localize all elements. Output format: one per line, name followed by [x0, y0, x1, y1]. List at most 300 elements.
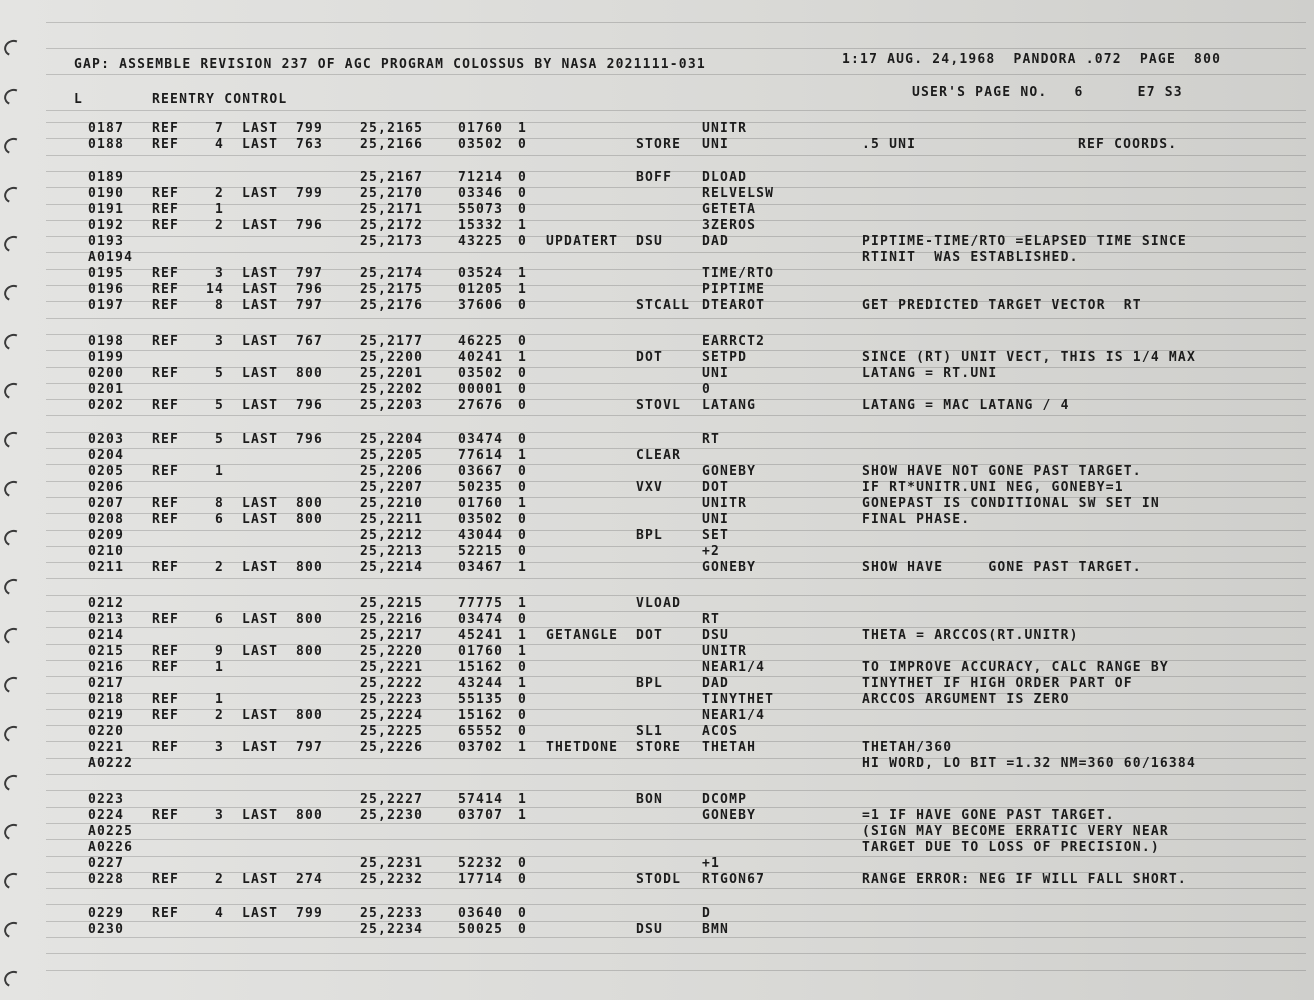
octal-word: 03707 [458, 808, 504, 823]
feed-hole [2, 86, 24, 107]
parity-bit: 0 [518, 170, 528, 185]
line-number: A0226 [88, 840, 134, 855]
octal-word: 03502 [458, 137, 504, 152]
address: 25,2226 [360, 740, 424, 755]
last-page: 800 [296, 708, 324, 723]
parity-bit: 0 [518, 872, 528, 887]
comment: SHOW HAVE NOT GONE PAST TARGET. [862, 464, 1142, 479]
line-number: 0202 [88, 398, 125, 413]
opcode: CLEAR [636, 448, 682, 463]
line-number: 0230 [88, 922, 125, 937]
ruled-line [46, 578, 1306, 579]
comment: .5 UNI [862, 137, 917, 152]
opcode: DOT [636, 628, 664, 643]
octal-word: 15332 [458, 218, 504, 233]
parity-bit: 1 [518, 282, 528, 297]
parity-bit: 1 [518, 808, 528, 823]
operand: UNI [702, 137, 730, 152]
parity-bit: 0 [518, 234, 528, 249]
feed-hole [2, 331, 24, 352]
address: 25,2230 [360, 808, 424, 823]
ruled-line [46, 709, 1306, 710]
ref-count: 5 [214, 432, 224, 447]
address: 25,2220 [360, 644, 424, 659]
address: 25,2227 [360, 792, 424, 807]
opcode: SL1 [636, 724, 664, 739]
operand: GONEBY [702, 808, 757, 823]
ref-marker: REF [152, 906, 180, 921]
ref-count: 7 [214, 121, 224, 136]
feed-hole [2, 821, 24, 842]
address: 25,2165 [360, 121, 424, 136]
ref-count: 2 [214, 186, 224, 201]
line-number: A0225 [88, 824, 134, 839]
ref-count: 6 [214, 512, 224, 527]
ruled-line [46, 22, 1306, 23]
operand: ACOS [702, 724, 739, 739]
last-page: 800 [296, 512, 324, 527]
address: 25,2172 [360, 218, 424, 233]
address: 25,2176 [360, 298, 424, 313]
last-marker: LAST [242, 708, 279, 723]
operand: LATANG [702, 398, 757, 413]
octal-word: 40241 [458, 350, 504, 365]
line-number: 0195 [88, 266, 125, 281]
last-page: 763 [296, 137, 324, 152]
octal-word: 03502 [458, 512, 504, 527]
label: THETDONE [546, 740, 619, 755]
operand: UNI [702, 512, 730, 527]
feed-hole [2, 576, 24, 597]
comment: LATANG = MAC LATANG / 4 [862, 398, 1070, 413]
parity-bit: 0 [518, 512, 528, 527]
address: 25,2211 [360, 512, 424, 527]
ref-marker: REF [152, 186, 180, 201]
last-marker: LAST [242, 398, 279, 413]
operand: RTGON67 [702, 872, 766, 887]
parity-bit: 0 [518, 612, 528, 627]
ref-count: 3 [214, 266, 224, 281]
ref-count: 2 [214, 708, 224, 723]
operand: RT [702, 612, 721, 627]
comment: (SIGN MAY BECOME ERRATIC VERY NEAR [862, 824, 1169, 839]
last-marker: LAST [242, 612, 279, 627]
section-title: REENTRY CONTROL [152, 92, 288, 107]
address: 25,2210 [360, 496, 424, 511]
parity-bit: 1 [518, 628, 528, 643]
ruled-line [46, 204, 1306, 205]
address: 25,2215 [360, 596, 424, 611]
last-page: 800 [296, 808, 324, 823]
parity-bit: 1 [518, 644, 528, 659]
comment: THETAH/360 [862, 740, 953, 755]
last-marker: LAST [242, 496, 279, 511]
octal-word: 77614 [458, 448, 504, 463]
line-number: 0205 [88, 464, 125, 479]
last-page: 796 [296, 282, 324, 297]
operand: UNITR [702, 121, 748, 136]
ref-count: 1 [214, 660, 224, 675]
line-number: 0201 [88, 382, 125, 397]
parity-bit: 1 [518, 792, 528, 807]
octal-word: 50235 [458, 480, 504, 495]
operand: EARRCT2 [702, 334, 766, 349]
ruled-line [46, 48, 1306, 49]
last-marker: LAST [242, 266, 279, 281]
ruled-line [46, 432, 1306, 433]
octal-word: 03467 [458, 560, 504, 575]
octal-word: 01760 [458, 496, 504, 511]
comment: HI WORD, LO BIT =1.32 NM=360 60/16384 [862, 756, 1196, 771]
octal-word: 01760 [458, 644, 504, 659]
last-page: 800 [296, 644, 324, 659]
octal-word: 03474 [458, 612, 504, 627]
ruled-line [46, 318, 1306, 319]
last-page: 800 [296, 612, 324, 627]
octal-word: 03640 [458, 906, 504, 921]
operand: 0 [702, 382, 712, 397]
parity-bit: 0 [518, 464, 528, 479]
operand: GETETA [702, 202, 757, 217]
last-marker: LAST [242, 218, 279, 233]
line-number: 0228 [88, 872, 125, 887]
line-number: 0203 [88, 432, 125, 447]
octal-word: 01205 [458, 282, 504, 297]
parity-bit: 0 [518, 137, 528, 152]
opcode: VLOAD [636, 596, 682, 611]
address: 25,2177 [360, 334, 424, 349]
octal-word: 03702 [458, 740, 504, 755]
parity-bit: 0 [518, 856, 528, 871]
operand: RT [702, 432, 721, 447]
ref-marker: REF [152, 644, 180, 659]
parity-bit: 1 [518, 496, 528, 511]
header-title: GAP: ASSEMBLE REVISION 237 OF AGC PROGRAM COLOSSUS BY NASA 2021111-031 [74, 57, 706, 72]
operand: SETPD [702, 350, 748, 365]
comment: IF RT*UNITR.UNI NEG, GONEBY=1 [862, 480, 1124, 495]
last-marker: LAST [242, 186, 279, 201]
ruled-line [46, 774, 1306, 775]
ref-marker: REF [152, 692, 180, 707]
ref-marker: REF [152, 496, 180, 511]
last-marker: LAST [242, 137, 279, 152]
comment: TO IMPROVE ACCURACY, CALC RANGE BY [862, 660, 1169, 675]
opcode: BON [636, 792, 664, 807]
ref-marker: REF [152, 218, 180, 233]
opcode: STOVL [636, 398, 682, 413]
line-number: 0223 [88, 792, 125, 807]
ref-marker: REF [152, 121, 180, 136]
address: 25,2207 [360, 480, 424, 495]
address: 25,2175 [360, 282, 424, 297]
last-marker: LAST [242, 906, 279, 921]
parity-bit: 0 [518, 906, 528, 921]
feed-hole [2, 870, 24, 891]
last-page: 796 [296, 432, 324, 447]
line-number: 0199 [88, 350, 125, 365]
operand: GONEBY [702, 560, 757, 575]
ruled-line [46, 155, 1306, 156]
ruled-line [46, 187, 1306, 188]
line-number: 0208 [88, 512, 125, 527]
last-page: 799 [296, 186, 324, 201]
ref-count: 2 [214, 218, 224, 233]
opcode: DSU [636, 234, 664, 249]
last-marker: LAST [242, 282, 279, 297]
address: 25,2206 [360, 464, 424, 479]
ref-marker: REF [152, 872, 180, 887]
line-number: 0212 [88, 596, 125, 611]
operand: DAD [702, 676, 730, 691]
opcode: STORE [636, 740, 682, 755]
ref-count: 3 [214, 334, 224, 349]
octal-word: 03474 [458, 432, 504, 447]
header-date-page: 1:17 AUG. 24,1968 PANDORA .072 PAGE 800 [842, 52, 1222, 67]
line-number: 0198 [88, 334, 125, 349]
feed-hole [2, 37, 24, 58]
ref-count: 9 [214, 644, 224, 659]
octal-word: 45241 [458, 628, 504, 643]
octal-word: 77775 [458, 596, 504, 611]
address: 25,2217 [360, 628, 424, 643]
feed-hole [2, 919, 24, 940]
octal-word: 46225 [458, 334, 504, 349]
comment: RANGE ERROR: NEG IF WILL FALL SHORT. [862, 872, 1187, 887]
operand: UNITR [702, 496, 748, 511]
line-number: 0188 [88, 137, 125, 152]
address: 25,2167 [360, 170, 424, 185]
feed-hole [2, 233, 24, 254]
line-number: 0191 [88, 202, 125, 217]
operand: PIPTIME [702, 282, 766, 297]
line-number: 0218 [88, 692, 125, 707]
ref-count: 8 [214, 496, 224, 511]
octal-word: 43244 [458, 676, 504, 691]
ref-marker: REF [152, 612, 180, 627]
ref-count: 1 [214, 464, 224, 479]
octal-word: 55073 [458, 202, 504, 217]
parity-bit: 0 [518, 202, 528, 217]
ref-marker: REF [152, 512, 180, 527]
address: 25,2171 [360, 202, 424, 217]
line-number: A0222 [88, 756, 134, 771]
line-number: 0221 [88, 740, 125, 755]
ref-marker: REF [152, 202, 180, 217]
parity-bit: 0 [518, 298, 528, 313]
ruled-line [46, 334, 1306, 335]
last-marker: LAST [242, 432, 279, 447]
label: GETANGLE [546, 628, 619, 643]
operand: DSU [702, 628, 730, 643]
ref-marker: REF [152, 334, 180, 349]
feed-hole [2, 723, 24, 744]
line-number: 0187 [88, 121, 125, 136]
address: 25,2166 [360, 137, 424, 152]
address: 25,2204 [360, 432, 424, 447]
opcode: STODL [636, 872, 682, 887]
last-marker: LAST [242, 334, 279, 349]
operand: DCOMP [702, 792, 748, 807]
address: 25,2203 [360, 398, 424, 413]
operand: UNI [702, 366, 730, 381]
address: 25,2205 [360, 448, 424, 463]
ruled-line [46, 888, 1306, 889]
opcode: BPL [636, 676, 664, 691]
octal-word: 03667 [458, 464, 504, 479]
octal-word: 00001 [458, 382, 504, 397]
parity-bit: 1 [518, 350, 528, 365]
line-number: 0220 [88, 724, 125, 739]
octal-word: 55135 [458, 692, 504, 707]
feed-hole [2, 184, 24, 205]
line-number: 0193 [88, 234, 125, 249]
address: 25,2233 [360, 906, 424, 921]
operand: NEAR1/4 [702, 708, 766, 723]
last-marker: LAST [242, 560, 279, 575]
octal-word: 17714 [458, 872, 504, 887]
parity-bit: 0 [518, 480, 528, 495]
ref-count: 1 [214, 692, 224, 707]
parity-bit: 0 [518, 432, 528, 447]
ref-count: 6 [214, 612, 224, 627]
last-page: 797 [296, 266, 324, 281]
parity-bit: 1 [518, 596, 528, 611]
line-number: 0200 [88, 366, 125, 381]
ruled-line [46, 285, 1306, 286]
ref-count: 4 [214, 137, 224, 152]
feed-hole [2, 674, 24, 695]
line-number: 0215 [88, 644, 125, 659]
feed-hole [2, 772, 24, 793]
parity-bit: 0 [518, 708, 528, 723]
ref-count: 2 [214, 560, 224, 575]
ruled-line [46, 269, 1306, 270]
ref-count: 5 [214, 366, 224, 381]
octal-word: 27676 [458, 398, 504, 413]
comment: SINCE (RT) UNIT VECT, THIS IS 1/4 MAX [862, 350, 1196, 365]
address: 25,2216 [360, 612, 424, 627]
comment: TINYTHET IF HIGH ORDER PART OF [862, 676, 1133, 691]
operand: SET [702, 528, 730, 543]
ruled-line [46, 110, 1306, 111]
operand: GONEBY [702, 464, 757, 479]
address: 25,2222 [360, 676, 424, 691]
last-marker: LAST [242, 740, 279, 755]
comment: LATANG = RT.UNI [862, 366, 998, 381]
line-number: 0211 [88, 560, 125, 575]
last-page: 767 [296, 334, 324, 349]
comment: =1 IF HAVE GONE PAST TARGET. [862, 808, 1115, 823]
ref-marker: REF [152, 708, 180, 723]
octal-word: 52215 [458, 544, 504, 559]
ref-count: 5 [214, 398, 224, 413]
parity-bit: 0 [518, 724, 528, 739]
ref-marker: REF [152, 432, 180, 447]
octal-word: 43044 [458, 528, 504, 543]
octal-word: 15162 [458, 708, 504, 723]
header-l: L [74, 92, 84, 107]
label: UPDATERT [546, 234, 619, 249]
line-number: 0197 [88, 298, 125, 313]
last-page: 796 [296, 398, 324, 413]
octal-word: 37606 [458, 298, 504, 313]
octal-word: 71214 [458, 170, 504, 185]
ruled-line [46, 904, 1306, 905]
ref-marker: REF [152, 660, 180, 675]
opcode: STORE [636, 137, 682, 152]
ruled-line [46, 220, 1306, 221]
octal-word: 43225 [458, 234, 504, 249]
address: 25,2221 [360, 660, 424, 675]
parity-bit: 0 [518, 660, 528, 675]
parity-bit: 1 [518, 218, 528, 233]
address: 25,2174 [360, 266, 424, 281]
octal-word: 03524 [458, 266, 504, 281]
feed-hole [2, 429, 24, 450]
operand: TIME/RTO [702, 266, 775, 281]
last-marker: LAST [242, 872, 279, 887]
user-page-number: USER'S PAGE NO. 6 E7 S3 [912, 85, 1183, 100]
line-number: 0189 [88, 170, 125, 185]
ref-count: 3 [214, 808, 224, 823]
address: 25,2214 [360, 560, 424, 575]
operand: 3ZEROS [702, 218, 757, 233]
octal-word: 50025 [458, 922, 504, 937]
line-number: 0213 [88, 612, 125, 627]
address: 25,2232 [360, 872, 424, 887]
address: 25,2231 [360, 856, 424, 871]
ref-count: 8 [214, 298, 224, 313]
ref-marker: REF [152, 282, 180, 297]
ref-marker: REF [152, 560, 180, 575]
octal-word: 01760 [458, 121, 504, 136]
parity-bit: 0 [518, 382, 528, 397]
ref-count: 2 [214, 872, 224, 887]
parity-bit: 0 [518, 366, 528, 381]
comment: SHOW HAVE GONE PAST TARGET. [862, 560, 1142, 575]
address: 25,2200 [360, 350, 424, 365]
last-marker: LAST [242, 366, 279, 381]
octal-word: 03502 [458, 366, 504, 381]
address: 25,2223 [360, 692, 424, 707]
parity-bit: 1 [518, 676, 528, 691]
operand: D [702, 906, 712, 921]
feed-hole [2, 527, 24, 548]
line-number: 0196 [88, 282, 125, 297]
operand: DOT [702, 480, 730, 495]
last-page: 797 [296, 740, 324, 755]
feed-hole [2, 478, 24, 499]
comment: THETA = ARCCOS(RT.UNITR) [862, 628, 1079, 643]
opcode: BPL [636, 528, 664, 543]
last-marker: LAST [242, 298, 279, 313]
comment: RTINIT WAS ESTABLISHED. [862, 250, 1079, 265]
line-number: 0227 [88, 856, 125, 871]
parity-bit: 1 [518, 560, 528, 575]
last-page: 797 [296, 298, 324, 313]
operand: NEAR1/4 [702, 660, 766, 675]
line-number: 0210 [88, 544, 125, 559]
operand: DLOAD [702, 170, 748, 185]
line-number: 0214 [88, 628, 125, 643]
address: 25,2212 [360, 528, 424, 543]
ref-marker: REF [152, 398, 180, 413]
last-page: 799 [296, 121, 324, 136]
feed-hole [2, 625, 24, 646]
address: 25,2224 [360, 708, 424, 723]
octal-word: 65552 [458, 724, 504, 739]
ruled-line [46, 383, 1306, 384]
